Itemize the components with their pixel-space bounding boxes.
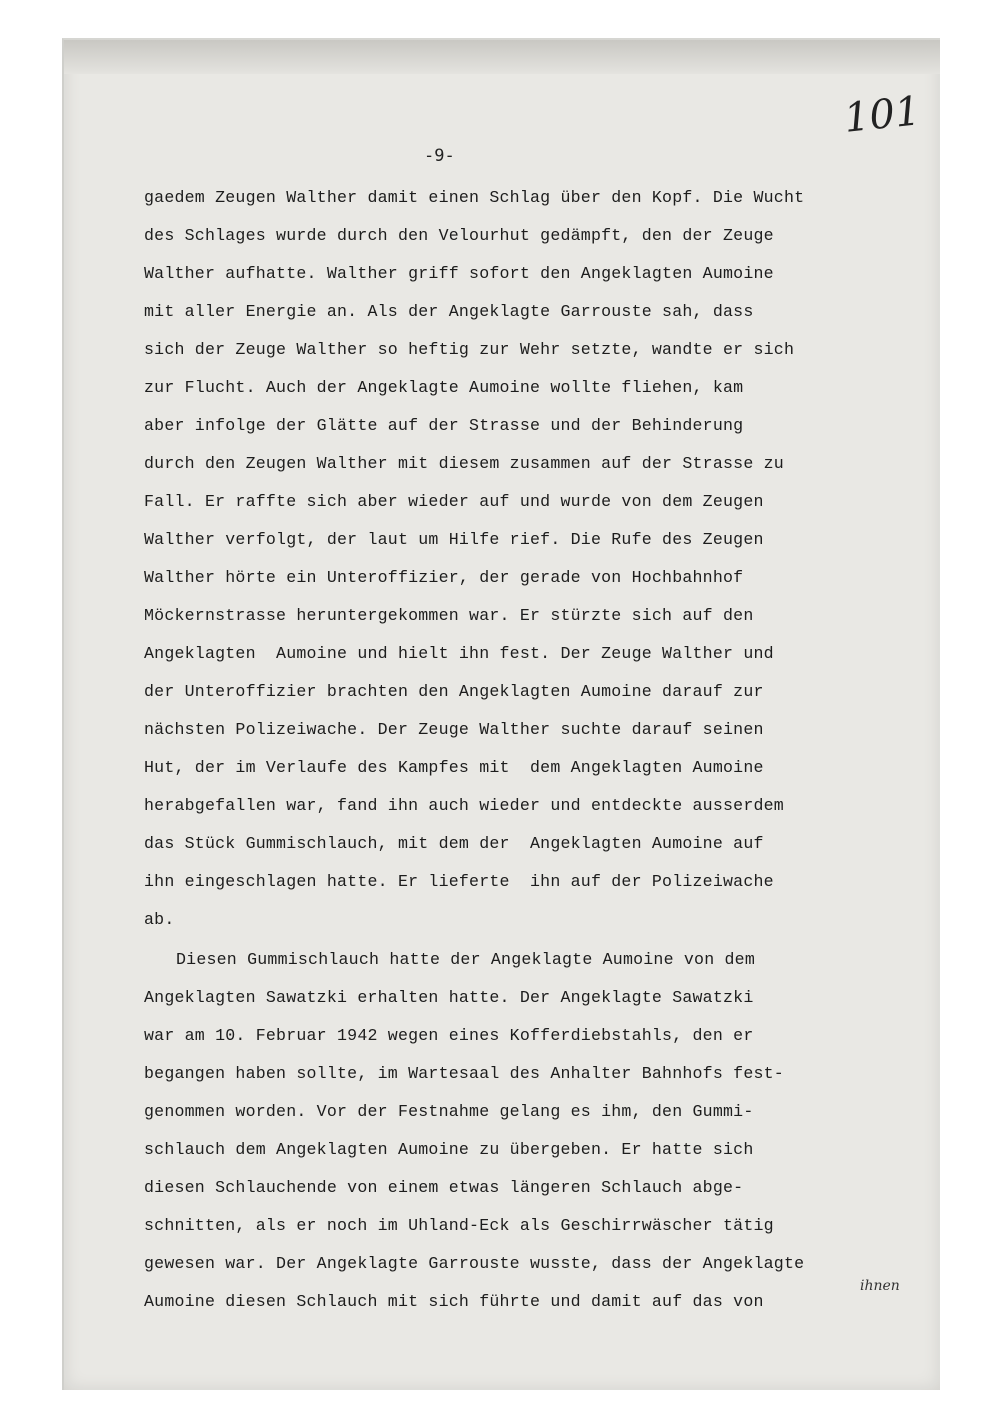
text-line: gaedem Zeugen Walther damit einen Schlag über den Kopf. Die Wucht — [144, 188, 805, 207]
text-line: war am 10. Februar 1942 wegen eines Kofferdiebstahls, den er — [144, 1026, 754, 1045]
text-line: Möckernstrasse heruntergekommen war. Er stürzte sich auf den — [144, 606, 754, 625]
text-line: Diesen Gummischlauch hatte der Angeklagte Aumoine von dem — [176, 950, 755, 969]
document-page — [62, 38, 940, 1390]
text-line: begangen haben sollte, im Wartesaal des Anhalter Bahnhofs fest- — [144, 1064, 784, 1083]
text-line: Walther hörte ein Unteroffizier, der gerade von Hochbahnhof — [144, 568, 744, 587]
text-line: Aumoine diesen Schlauch mit sich führte und damit auf das von — [144, 1292, 764, 1311]
page-number: -9- — [424, 146, 455, 166]
text-line: aber infolge der Glätte auf der Strasse und der Behinderung — [144, 416, 744, 435]
text-line: durch den Zeugen Walther mit diesem zusammen auf der Strasse zu — [144, 454, 784, 473]
text-line: herabgefallen war, fand ihn auch wieder und entdeckte ausserdem — [144, 796, 784, 815]
text-line: ihn eingeschlagen hatte. Er lieferte ihn auf der Polizeiwache — [144, 872, 774, 891]
text-line: genommen worden. Vor der Festnahme gelang es ihm, den Gummi- — [144, 1102, 754, 1121]
margin-note: ihnen — [860, 1278, 900, 1294]
folio-number: 101 — [841, 88, 923, 142]
text-line: das Stück Gummischlauch, mit dem der Angeklagten Aumoine auf — [144, 834, 764, 853]
text-line: Walther verfolgt, der laut um Hilfe rief. Die Rufe des Zeugen — [144, 530, 764, 549]
text-line: diesen Schlauchende von einem etwas längeren Schlauch abge- — [144, 1178, 744, 1197]
scan-top-edge — [64, 40, 940, 74]
text-line: zur Flucht. Auch der Angeklagte Aumoine wollte fliehen, kam — [144, 378, 744, 397]
text-line: gewesen war. Der Angeklagte Garrouste wusste, dass der Angeklagte — [144, 1254, 805, 1273]
text-line: Walther aufhatte. Walther griff sofort den Angeklagten Aumoine — [144, 264, 774, 283]
text-line: der Unteroffizier brachten den Angeklagten Aumoine darauf zur — [144, 682, 764, 701]
text-line: Fall. Er raffte sich aber wieder auf und wurde von dem Zeugen — [144, 492, 764, 511]
text-line: schnitten, als er noch im Uhland-Eck als Geschirrwäscher tätig — [144, 1216, 774, 1235]
text-line: schlauch dem Angeklagten Aumoine zu übergeben. Er hatte sich — [144, 1140, 754, 1159]
text-line: nächsten Polizeiwache. Der Zeuge Walther suchte darauf seinen — [144, 720, 764, 739]
text-line: Angeklagten Sawatzki erhalten hatte. Der Angeklagte Sawatzki — [144, 988, 754, 1007]
text-line: ab. — [144, 910, 175, 929]
text-line: Angeklagten Aumoine und hielt ihn fest. Der Zeuge Walther und — [144, 644, 774, 663]
text-line: Hut, der im Verlaufe des Kampfes mit dem Angeklagten Aumoine — [144, 758, 764, 777]
text-line: mit aller Energie an. Als der Angeklagte Garrouste sah, dass — [144, 302, 754, 321]
text-line: des Schlages wurde durch den Velourhut gedämpft, den der Zeuge — [144, 226, 774, 245]
text-line: sich der Zeuge Walther so heftig zur Wehr setzte, wandte er sich — [144, 340, 795, 359]
